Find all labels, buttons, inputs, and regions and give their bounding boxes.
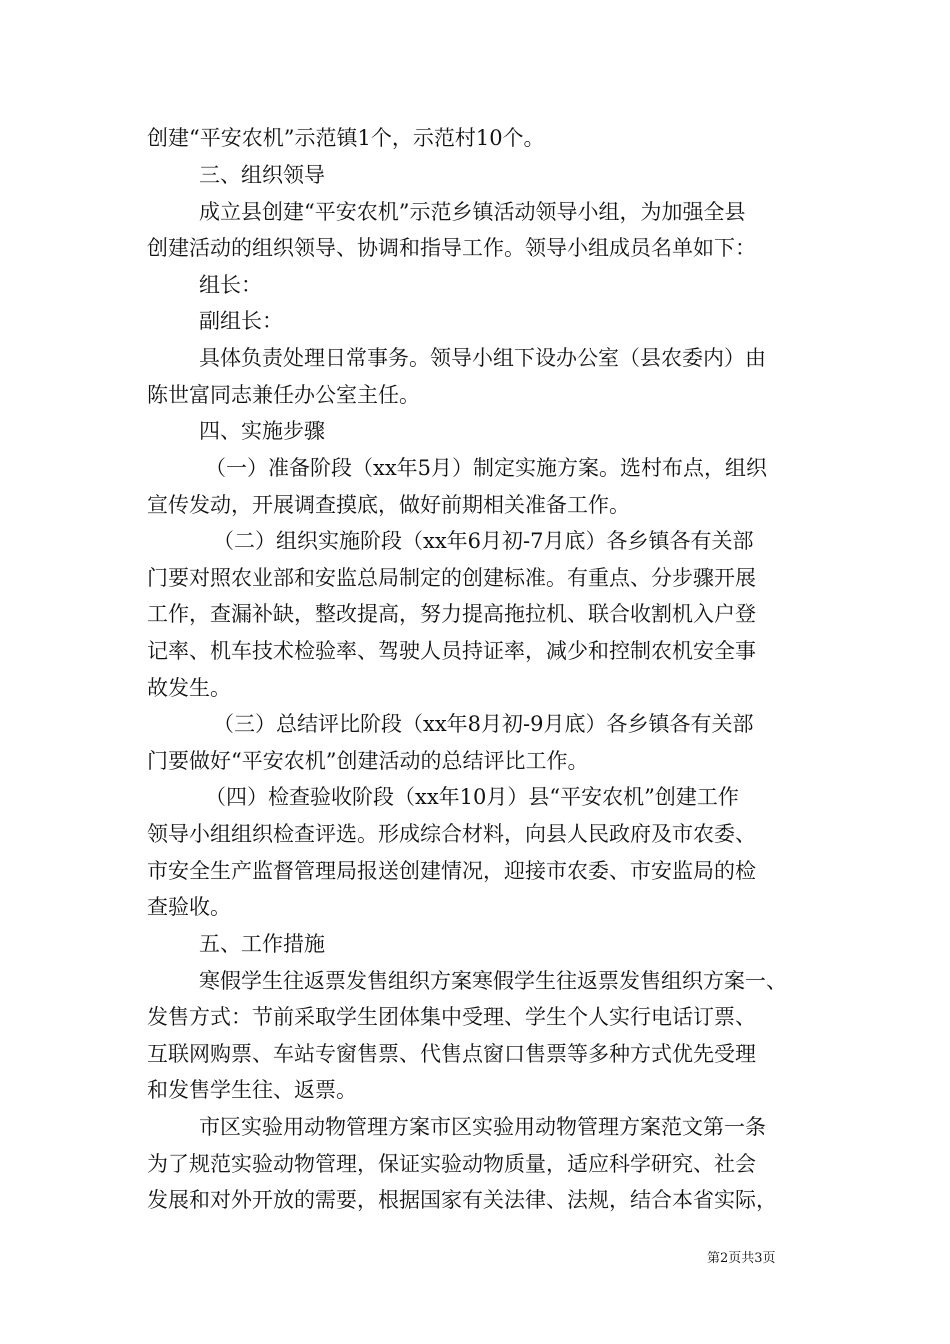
step-1-line-2: 宣传发动，开展调查摸底，做好前期相关准备工作。	[147, 493, 630, 517]
animal-management-line-1: 市区实验用动物管理方案市区实验用动物管理方案范文第一条	[199, 1115, 766, 1139]
deputy-leader-label: 副组长：	[199, 309, 283, 333]
measures-line-4: 和发售学生往、返票。	[147, 1078, 357, 1102]
section-heading-steps: 四、实施步骤	[199, 419, 325, 443]
animal-management-line-3: 发展和对外开放的需要，根据国家有关法律、法规，结合本省实际，	[147, 1188, 777, 1212]
step-2-line-2: 门要对照农业部和安监总局制定的创建标准。有重点、分步骤开展	[147, 566, 756, 590]
step-2-line-1: （二）组织实施阶段（xx年6月初-7月底）各乡镇各有关部	[213, 529, 754, 553]
animal-management-line-2: 为了规范实验动物管理，保证实验动物质量，适应科学研究、社会	[147, 1152, 756, 1176]
step-2-line-3: 工作，查漏补缺，整改提高，努力提高拖拉机、联合收割机入户登	[147, 602, 756, 626]
body-line-1: 创建“平安农机”示范镇1个，示范村10个。	[147, 126, 545, 150]
section-heading-organization: 三、组织领导	[199, 163, 325, 187]
step-3-line-2: 门要做好“平安农机”创建活动的总结评比工作。	[147, 749, 589, 773]
body-line-8: 陈世富同志兼任办公室主任。	[147, 383, 420, 407]
step-4-line-3: 市安全生产监督管理局报送创建情况，迎接市农委、市安监局的检	[147, 859, 756, 883]
step-4-line-2: 领导小组组织检查评选。形成综合材料，向县人民政府及市农委、	[147, 822, 756, 846]
page-number-footer: 第2页共3页	[707, 1251, 776, 1266]
step-2-line-5: 故发生。	[147, 676, 231, 700]
body-line-4: 创建活动的组织领导、协调和指导工作。领导小组成员名单如下：	[147, 236, 756, 260]
step-4-line-1: （四）检查验收阶段（xx年10月）县“平安农机”创建工作	[205, 785, 739, 809]
measures-line-2: 发售方式：节前采取学生团体集中受理、学生个人实行电话订票、	[147, 1005, 756, 1029]
leader-label: 组长：	[199, 273, 262, 297]
body-line-7: 具体负责处理日常事务。领导小组下设办公室（县农委内）由	[199, 346, 766, 370]
measures-line-3: 互联网购票、车站专窗售票、代售点窗口售票等多种方式优先受理	[147, 1042, 756, 1066]
step-4-line-4: 查验收。	[147, 895, 231, 919]
step-1-line-1: （一）准备阶段（xx年5月）制定实施方案。选村布点，组织	[205, 456, 768, 480]
step-2-line-4: 记率、机车技术检验率、驾驶人员持证率，减少和控制农机安全事	[147, 639, 756, 663]
body-line-3: 成立县创建“平安农机”示范乡镇活动领导小组，为加强全县	[199, 200, 746, 224]
step-3-line-1: （三）总结评比阶段（xx年8月初-9月底）各乡镇各有关部	[213, 712, 754, 736]
section-heading-measures: 五、工作措施	[199, 932, 325, 956]
measures-line-1: 寒假学生往返票发售组织方案寒假学生往返票发售组织方案一、	[199, 969, 787, 993]
